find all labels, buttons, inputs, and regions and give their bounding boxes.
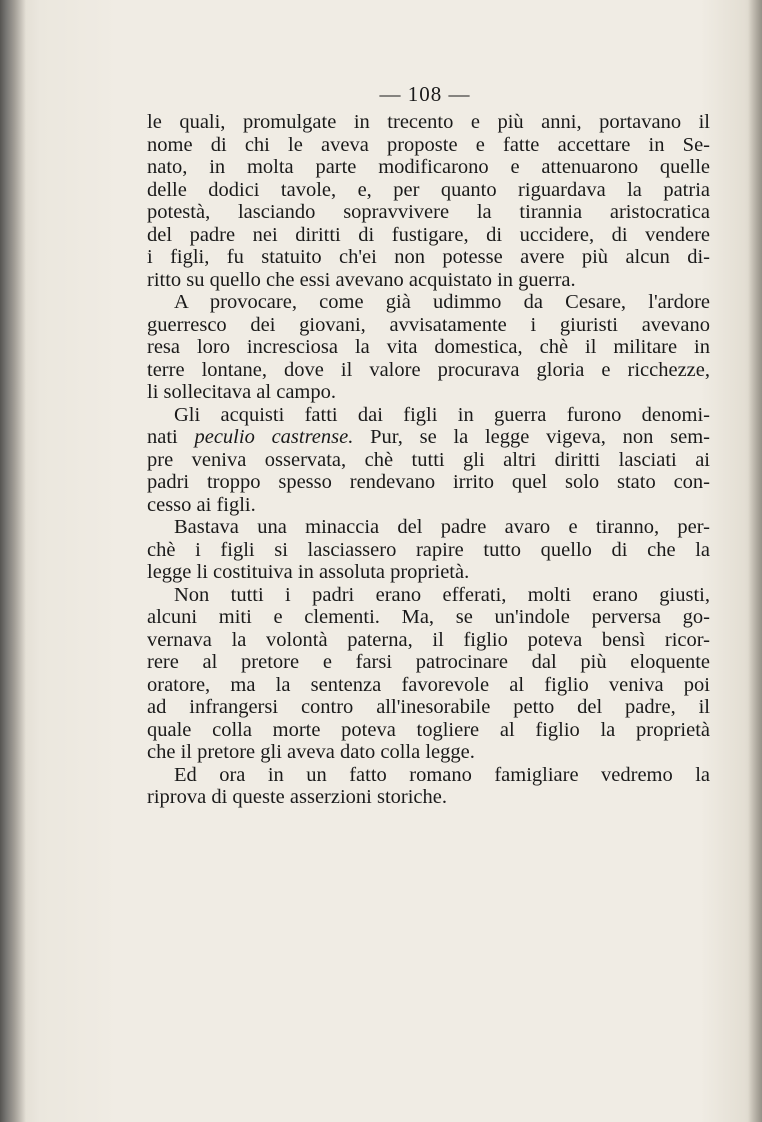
text-segment: Pur, se la legge vigeva, non sem- bbox=[353, 426, 710, 448]
text-line: delle dodici tavole, e, per quanto riguardava la patria bbox=[147, 178, 710, 201]
text-line: guerresco dei giovani, avvisatamente i giuristi avevano bbox=[147, 313, 710, 336]
text-line: padri troppo spesso rendevano irrito quel solo stato con- bbox=[147, 471, 710, 493]
text-line: oratore, ma la sentenza favorevole al figlio veniva poi bbox=[147, 673, 710, 696]
text-line: li sollecitava al campo. bbox=[147, 381, 336, 403]
text-line: resa loro incresciosa la vita domestica, chè il militare in bbox=[147, 336, 710, 358]
text-line: legge li costituiva in assoluta proprietà. bbox=[147, 561, 470, 583]
text-line: ad infrangersi contro all'inesorabile petto del padre, il bbox=[147, 696, 710, 718]
text-line: Gli acquisti fatti dai figli in guerra furono denomi- bbox=[174, 403, 710, 426]
text-line: riprova di queste asserzioni storiche. bbox=[147, 786, 448, 808]
text-line: pre veniva osservata, chè tutti gli altri diritti lasciati ai bbox=[147, 448, 710, 471]
text-line: nato, in molta parte modificarono e attenuarono quelle bbox=[147, 156, 710, 178]
text-line: del padre nei diritti di fustigare, di uccidere, di vendere bbox=[147, 223, 710, 246]
text-line bbox=[147, 426, 710, 449]
binding-shadow-left bbox=[0, 0, 26, 1122]
text-line: che il pretore gli aveva dato colla legge. bbox=[147, 741, 475, 763]
text-line: A provocare, come già udimmo da Cesare, l'ardore bbox=[174, 291, 710, 313]
text-line: terre lontane, dove il valore procurava gloria e ricchezze, bbox=[147, 358, 710, 381]
text-line: Ed ora in un fatto romano famigliare vedremo la bbox=[174, 763, 710, 786]
page-number: — 108 — bbox=[379, 82, 471, 106]
body-text bbox=[147, 111, 710, 809]
text-line: rere al pretore e farsi patrocinare dal più eloquente bbox=[147, 651, 710, 673]
page-edge-right bbox=[748, 0, 762, 1122]
text-line: cesso ai figli. bbox=[147, 493, 256, 516]
text-line: Non tutti i padri erano efferati, molti erano giusti, bbox=[174, 583, 710, 606]
text-line: le quali, promulgate in trecento e più anni, portavano il bbox=[147, 111, 710, 133]
text-line: i figli, fu statuito ch'ei non potesse avere più alcun di- bbox=[147, 246, 710, 268]
text-line: ritto su quello che essi avevano acquistato in guerra. bbox=[147, 268, 576, 291]
text-line: potestà, lasciando sopravvivere la tirannia aristocratica bbox=[147, 201, 710, 223]
text-line: quale colla morte poteva togliere al figlio la proprietà bbox=[147, 718, 710, 741]
text-line: nome di chi le aveva proposte e fatte accettare in Se- bbox=[147, 133, 710, 156]
text-line: chè i figli si lasciassero rapire tutto quello di che la bbox=[147, 538, 710, 561]
text-segment: nati bbox=[147, 426, 195, 448]
italic-term: peculio castrense. bbox=[194, 426, 354, 448]
text-line: Bastava una minaccia del padre avaro e tiranno, per- bbox=[174, 516, 710, 538]
text-line: vernava la volontà paterna, il figlio poteva bensì ricor- bbox=[147, 628, 710, 651]
text-line: alcuni miti e clementi. Ma, se un'indole perversa go- bbox=[147, 606, 710, 628]
